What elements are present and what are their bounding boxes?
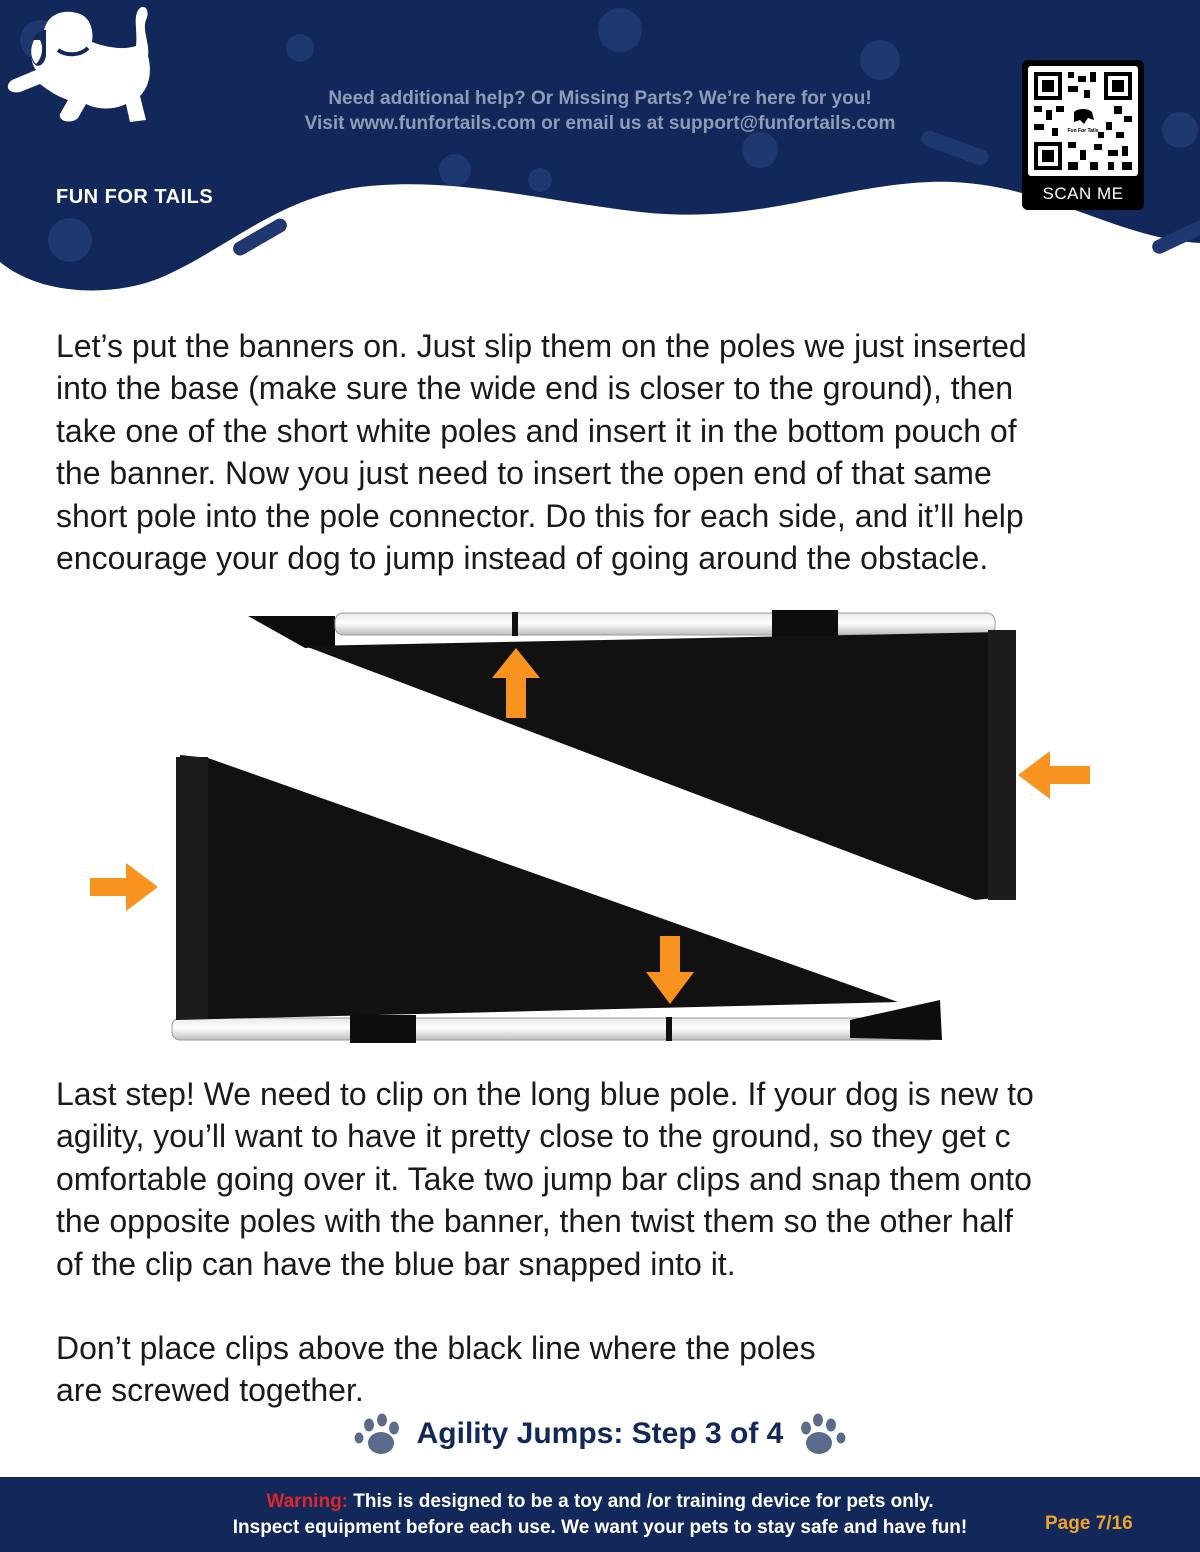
para2-line: Last step! We need to clip on the long blue pole. If your dog is new to [56, 1076, 1034, 1112]
para2-line: agility, you’ll want to have it pretty close to the ground, so they get c [56, 1118, 1011, 1155]
arrow-left-icon [1018, 751, 1090, 799]
warning-line-2: Inspect equipment before each use. We want your pets to stay safe and have fun! [232, 1517, 968, 1538]
para1-line: take one of the short white poles and insert it in the bottom pouch of [56, 412, 1017, 449]
help-contact-text [230, 86, 970, 136]
qr-label: SCAN ME [1042, 184, 1124, 203]
para2-line: omfortable going over it. Take two jump bar clips and snap them onto [56, 1160, 1032, 1197]
instruction-paragraph-1 [56, 325, 1027, 579]
instruction-paragraph-3 [56, 1327, 816, 1412]
header-wave-background [0, 0, 1200, 300]
qr-caption: Fun For Tails [1067, 128, 1099, 134]
para1-line: Let’s put the banners on. Just slip them on the poles we just inserted [56, 328, 1027, 364]
upper-short-pole [335, 613, 995, 635]
para3-line: Don’t place clips above the black line where the poles [56, 1330, 816, 1366]
para1-line: encourage your dog to jump instead of going around the obstacle. [56, 540, 989, 577]
qr-code-image [1028, 66, 1138, 176]
warning-text [150, 1489, 1050, 1541]
paw-print-icon [351, 1411, 403, 1457]
para1-line: short pole into the pole connector. Do this for each side, and it’ll help [56, 497, 1024, 534]
lower-short-pole [172, 1018, 937, 1040]
instruction-paragraph-2 [56, 1073, 1034, 1285]
arrow-right-icon [90, 863, 158, 911]
page-number: Page 7/16 [1045, 1513, 1133, 1534]
dog-logo-icon [0, 0, 160, 130]
help-line-1: Need additional help? Or Missing Parts? We’re here for you! [328, 88, 872, 109]
banner-assembly-photo [80, 600, 1110, 1060]
page-header [0, 0, 1200, 300]
page-footer [0, 1477, 1200, 1552]
warning-line-1: This is designed to be a toy and /or training device for pets only. [348, 1491, 934, 1512]
para2-line: of the clip can have the blue bar snapped into it. [56, 1245, 736, 1282]
brand-name: FUN FOR TAILS [56, 186, 214, 208]
para1-line: the banner. Now you just need to insert the open end of that same [56, 455, 992, 492]
qr-code[interactable] [1022, 60, 1144, 210]
para3-line: are screwed together. [56, 1372, 364, 1409]
warning-label: Warning: [266, 1491, 349, 1512]
step-title: Agility Jumps: Step 3 of 4 [416, 1417, 784, 1450]
para2-line: the opposite poles with the banner, then twist them so the other half [56, 1203, 1014, 1240]
paw-print-icon [797, 1411, 849, 1457]
help-line-2: Visit www.funfortails.com or email us at support@funfortails.com [304, 113, 896, 134]
step-indicator [340, 1406, 860, 1462]
para1-line: into the base (make sure the wide end is closer to the ground), then [56, 370, 1013, 407]
